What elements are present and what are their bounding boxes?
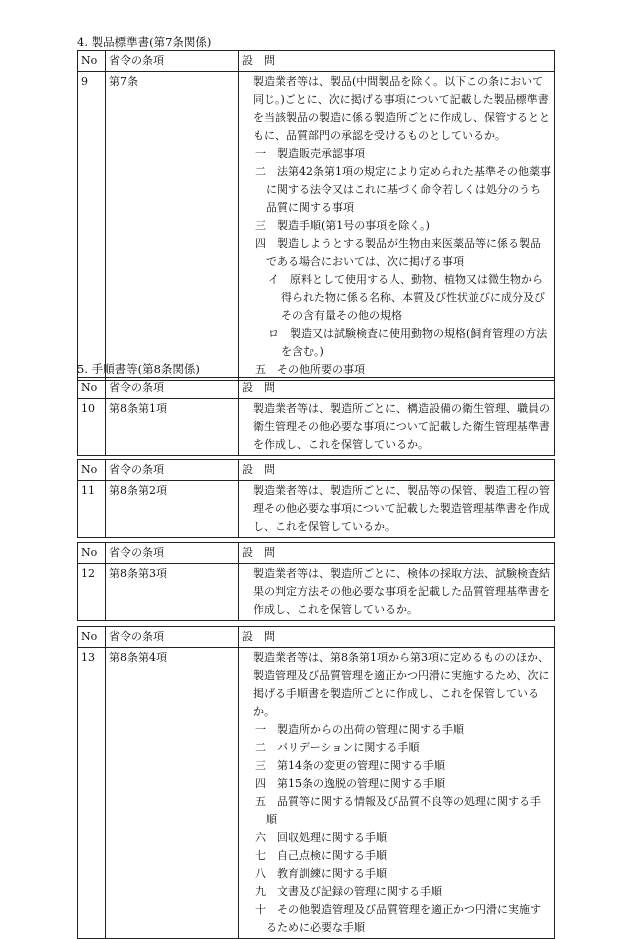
table-row bbox=[78, 481, 555, 538]
row-no: 11 bbox=[78, 481, 106, 538]
question-item: 二 法第42条第1項の規定により定められた基準その他薬事に関する法令又はこれに基づく命令若しくは処分のうち品質に関する事項 bbox=[255, 165, 551, 214]
question-intro: 製造業者等は、製造所ごとに、構造設備の衛生管理、職員の衛生管理その他必要な事項について記載した衛生管理基準書を作成し、これを保管しているか。 bbox=[253, 402, 550, 451]
question-item: 三 第14条の変更の管理に関する手順 bbox=[255, 759, 445, 772]
header-question: 設 問 bbox=[239, 378, 555, 399]
row-question bbox=[239, 72, 555, 381]
header-article: 省令の条項 bbox=[106, 627, 239, 648]
question-item: 五 品質等に関する情報及び品質不良等の処理に関する手順 bbox=[255, 795, 541, 826]
question-item: 四 製造しようとする製品が生物由来医薬品等に係る製品である場合においては、次に掲げる事項 bbox=[255, 237, 541, 268]
table-row bbox=[78, 564, 555, 621]
question-item: 九 文書及び記録の管理に関する手順 bbox=[255, 885, 442, 898]
question-item: 一 製造所からの出荷の管理に関する手順 bbox=[255, 723, 464, 736]
header-no: No bbox=[78, 51, 106, 72]
question-item: 五 その他所要の事項 bbox=[255, 363, 365, 376]
row-article: 第8条第3項 bbox=[106, 564, 239, 621]
row-question bbox=[239, 481, 555, 538]
question-intro: 製造業者等は、第8条第1項から第3項に定めるもののほか、製造管理及び品質管理を適正かつ円滑に実施するため、次に掲げる手順書を製造所ごとに作成し、これを保管しているか。 bbox=[253, 651, 550, 718]
question-item: 六 回収処理に関する手順 bbox=[255, 831, 387, 844]
question-table-10 bbox=[77, 377, 555, 456]
header-article: 省令の条項 bbox=[106, 460, 239, 481]
header-no: No bbox=[78, 460, 106, 481]
question-subitem: ロ 製造又は試験検査に使用動物の規格(飼育管理の方法を含む。) bbox=[268, 327, 548, 358]
table-header-row bbox=[78, 460, 555, 481]
question-item: 七 自己点検に関する手順 bbox=[255, 849, 387, 862]
header-article: 省令の条項 bbox=[106, 378, 239, 399]
table-header-row bbox=[78, 51, 555, 72]
table-row bbox=[78, 648, 555, 939]
row-question bbox=[239, 399, 555, 456]
row-no: 13 bbox=[78, 648, 106, 939]
row-no: 12 bbox=[78, 564, 106, 621]
row-no: 10 bbox=[78, 399, 106, 456]
header-no: No bbox=[78, 378, 106, 399]
table-row bbox=[78, 72, 555, 381]
question-table-11 bbox=[77, 459, 555, 538]
question-table-13 bbox=[77, 626, 555, 939]
row-question bbox=[239, 564, 555, 621]
row-article: 第7条 bbox=[106, 72, 239, 381]
row-no: 9 bbox=[78, 72, 106, 381]
section-title-4: 4. 製品標準書(第7条関係) bbox=[77, 35, 212, 49]
header-question: 設 問 bbox=[239, 543, 555, 564]
question-item: 三 製造手順(第1号の事項を除く。) bbox=[255, 219, 430, 232]
question-intro: 製造業者等は、製品(中間製品を除く。以下この条において同じ。)ごとに、次に掲げる事項について記載した製品標準書を当該製品の製造に係る製造所ごとに作成し、保管するとともに、品質部門の承認を受けるものとしているか。 bbox=[253, 75, 550, 142]
header-article: 省令の条項 bbox=[106, 543, 239, 564]
question-subitem: イ 原料として使用する人、動物、植物又は微生物から得られた物に係る名称、本質及び性状並びに成分及びその含有量その他の規格 bbox=[268, 273, 545, 322]
question-item: 八 教育訓練に関する手順 bbox=[255, 867, 387, 880]
table-header-row bbox=[78, 543, 555, 564]
row-article: 第8条第4項 bbox=[106, 648, 239, 939]
table-header-row bbox=[78, 378, 555, 399]
row-question bbox=[239, 648, 555, 939]
question-item: 四 第15条の逸脱の管理に関する手順 bbox=[255, 777, 445, 790]
question-intro: 製造業者等は、製造所ごとに、製品等の保管、製造工程の管理その他必要な事項について記載した製造管理基準書を作成し、これを保管しているか。 bbox=[253, 484, 550, 533]
question-item: 二 バリデーションに関する手順 bbox=[255, 741, 420, 754]
section-title-5: 5. 手順書等(第8条関係) bbox=[77, 362, 200, 376]
question-table-12 bbox=[77, 542, 555, 621]
header-question: 設 問 bbox=[239, 460, 555, 481]
header-article: 省令の条項 bbox=[106, 51, 239, 72]
question-table-9 bbox=[77, 50, 555, 381]
question-item: 十 その他製造管理及び品質管理を適正かつ円滑に実施するために必要な手順 bbox=[255, 903, 541, 934]
row-article: 第8条第2項 bbox=[106, 481, 239, 538]
header-no: No bbox=[78, 627, 106, 648]
question-intro: 製造業者等は、製造所ごとに、検体の採取方法、試験検査結果の判定方法その他必要な事項を記載した品質管理基準書を作成し、これを保管しているか。 bbox=[253, 567, 550, 616]
header-question: 設 問 bbox=[239, 51, 555, 72]
question-item: 一 製造販売承認事項 bbox=[255, 147, 365, 160]
row-article: 第8条第1項 bbox=[106, 399, 239, 456]
table-header-row bbox=[78, 627, 555, 648]
table-row bbox=[78, 399, 555, 456]
header-no: No bbox=[78, 543, 106, 564]
header-question: 設 問 bbox=[239, 627, 555, 648]
